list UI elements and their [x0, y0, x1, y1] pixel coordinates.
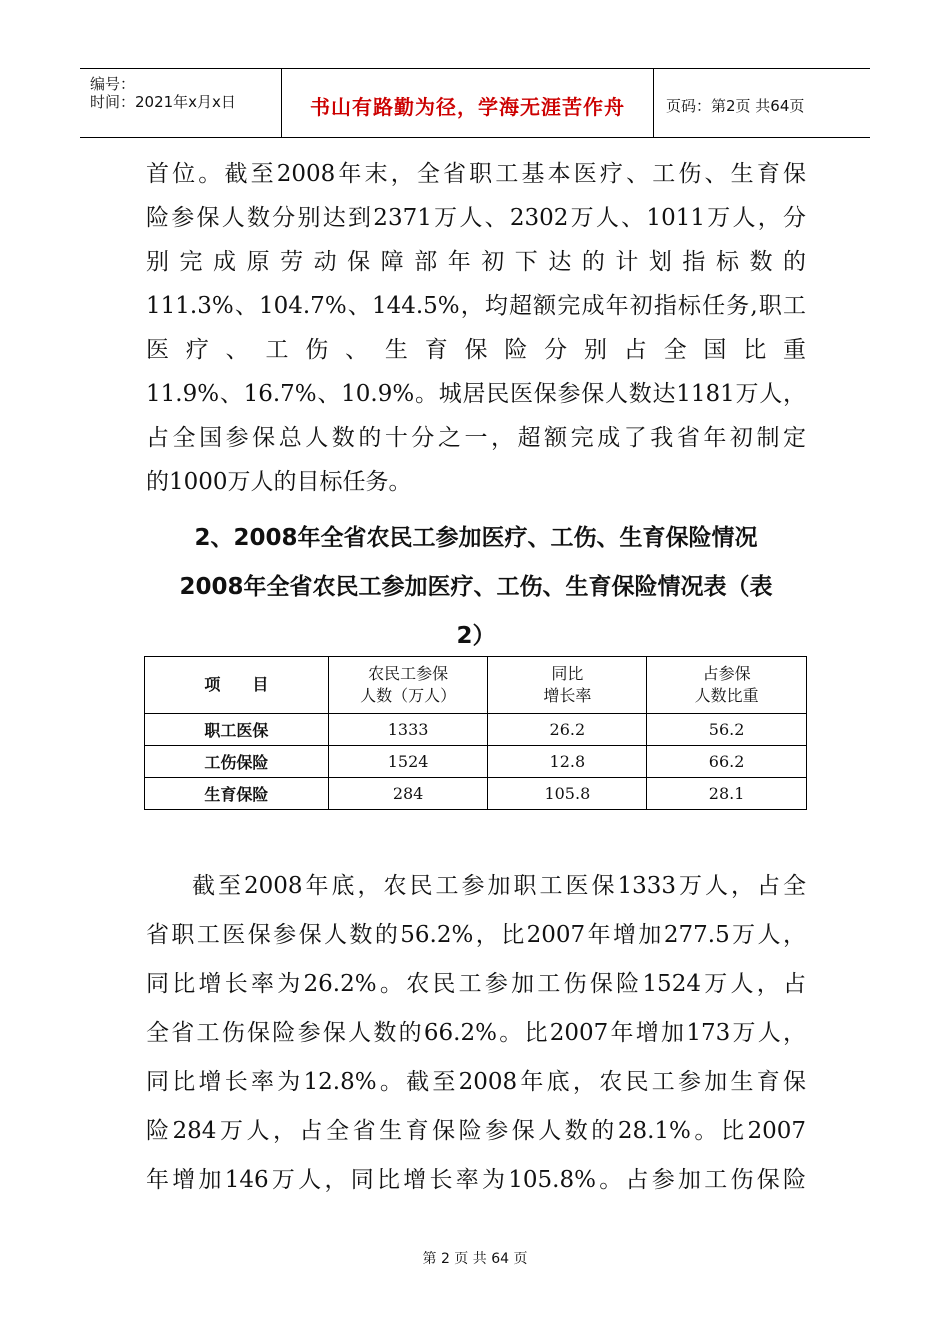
header-item: 项 目 — [145, 657, 329, 714]
cell-share: 66.2 — [647, 746, 807, 778]
cell-insured: 1524 — [328, 746, 488, 778]
paragraph-line: 医疗、工伤、生育保险分别占全国比重 — [146, 337, 806, 363]
header-page-cell — [654, 69, 870, 137]
document-number: 编号： — [90, 75, 136, 93]
header-page-number: 页码：第2页 共64页 — [666, 97, 805, 115]
table-title: 2008年全省农民工参加医疗、工伤、生育保险情况表（表 — [179, 574, 773, 600]
cell-growth: 12.8 — [488, 746, 647, 778]
page-header — [80, 68, 870, 138]
cell-share: 56.2 — [647, 714, 807, 746]
paragraph-line: 11.9%、16.7%、10.9%。城居民医保参保人数达1181万人， — [146, 381, 806, 407]
page-footer: 第 2 页 共 64 页 — [422, 1251, 528, 1267]
cell-growth: 26.2 — [488, 714, 647, 746]
header-migrant-insured: 农民工参保 人数（万人） — [328, 657, 488, 714]
header-share: 占参保 人数比重 — [647, 657, 807, 714]
document-date: 时间：2021年x月x日 — [90, 93, 236, 111]
table-row — [145, 746, 807, 778]
paragraph-line: 别完成原劳动保障部年初下达的计划指标数的 — [146, 249, 806, 275]
cell-insured: 1333 — [328, 714, 488, 746]
paragraph-line: 占全国参保总人数的十分之一，超额完成了我省年初制定 — [146, 425, 806, 451]
paragraph-line: 同比增长率为26.2%。农民工参加工伤保险1524万人，占 — [146, 971, 806, 997]
paragraph-line: 年增加146万人，同比增长率为105.8%。占参加工伤保险 — [146, 1167, 806, 1193]
row-label: 工伤保险 — [145, 746, 329, 778]
insurance-table — [144, 656, 807, 810]
paragraph-line: 截至2008年底，农民工参加职工医保1333万人，占全 — [192, 873, 806, 899]
paragraph-line: 险284万人，占全省生育保险参保人数的28.1%。比2007 — [146, 1118, 806, 1144]
paragraph-2 — [146, 862, 806, 1205]
table-row — [145, 714, 807, 746]
cell-insured: 284 — [328, 778, 488, 810]
header-motto: 书山有路勤为径，学海无涯苦作舟 — [310, 95, 625, 119]
cell-growth: 105.8 — [488, 778, 647, 810]
paragraph-line: 的1000万人的目标任务。 — [146, 469, 412, 495]
header-motto-cell — [282, 69, 654, 137]
header-yoy-growth: 同比 增长率 — [488, 657, 647, 714]
paragraph-line: 省职工医保参保人数的56.2%，比2007年增加277.5万人， — [146, 922, 806, 948]
paragraph-line: 同比增长率为12.8%。截至2008年底，农民工参加生育保 — [146, 1069, 806, 1095]
paragraph-line: 111.3%、104.7%、144.5%，均超额完成年初指标任务,职工 — [146, 293, 806, 319]
paragraph-line: 全省工伤保险参保人数的66.2%。比2007年增加173万人， — [146, 1020, 806, 1046]
paragraph-line: 险参保人数分别达到2371万人、2302万人、1011万人，分 — [146, 205, 806, 231]
row-label: 生育保险 — [145, 778, 329, 810]
section-heading: 2、2008年全省农民工参加医疗、工伤、生育保险情况 — [194, 525, 758, 551]
table-header-row — [145, 657, 807, 714]
cell-share: 28.1 — [647, 778, 807, 810]
table-title-continued: 2） — [456, 623, 496, 649]
table-row — [145, 778, 807, 810]
header-meta — [80, 69, 282, 137]
row-label: 职工医保 — [145, 714, 329, 746]
paragraph-line: 首位。截至2008年末，全省职工基本医疗、工伤、生育保 — [146, 161, 806, 187]
paragraph-1 — [146, 152, 806, 504]
